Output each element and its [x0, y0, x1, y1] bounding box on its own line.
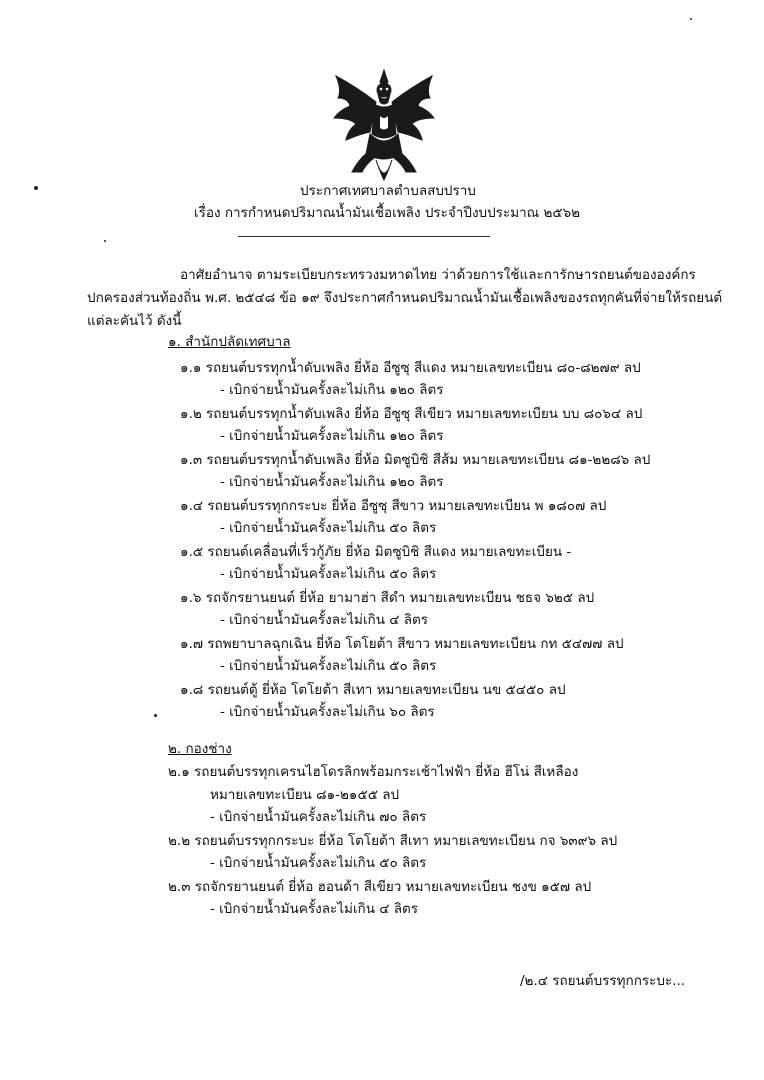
vehicle-registration: หมายเลขทะเบียน ๘๑-๒๑๕๕ ลป	[210, 787, 400, 803]
vehicle-item: ๒.๓ รถจักรยานยนต์ ยี่ห้อ ฮอนด้า สีเขียว หมายเลขทะเบียน ชงข ๑๕๗ ลป	[168, 879, 592, 895]
scan-speck	[690, 18, 692, 20]
fuel-allowance: - เบิกจ่ายน้ำมันครั้งละไม่เกิน ๕๐ ลิตร	[220, 520, 437, 536]
fuel-allowance: - เบิกจ่ายน้ำมันครั้งละไม่เกิน ๑๒๐ ลิตร	[220, 474, 444, 490]
announcement-subject: เรื่อง การกำหนดปริมาณน้ำมันเชื้อเพลิง ประจำปีงบประมาณ ๒๕๖๒	[194, 205, 581, 221]
vehicle-item: ๑.๗ รถพยาบาลฉุกเฉิน ยี่ห้อ โตโยต้า สีขาว หมายเลขทะเบียน กท ๕๔๗๗ ลป	[180, 636, 624, 652]
intro-line-1: อาศัยอำนาจ ตามระเบียบกระทรวงมหาดไทย ว่าด้วยการใช้และการักษารถยนต์ขององค์กร	[180, 267, 696, 283]
fuel-allowance: - เบิกจ่ายน้ำมันครั้งละไม่เกิน ๕๐ ลิตร	[220, 566, 437, 582]
fuel-allowance: - เบิกจ่ายน้ำมันครั้งละไม่เกิน ๖๐ ลิตร	[220, 704, 435, 720]
fuel-allowance: - เบิกจ่ายน้ำมันครั้งละไม่เกิน ๔ ลิตร	[210, 901, 419, 917]
vehicle-item: ๒.๑ รถยนต์บรรทุกเครนไฮโดรลิกพร้อมกระเช้าไฟฟ้า ยี่ห้อ ฮีโน่ สีเหลือง	[168, 764, 579, 780]
vehicle-item: ๑.๒ รถยนต์บรรทุกน้ำดับเพลิง ยี่ห้อ อีซูซุ สีเขียว หมายเลขทะเบียน บบ ๘๐๖๔ ลป	[180, 406, 643, 422]
scan-speck	[154, 714, 157, 717]
fuel-allowance: - เบิกจ่ายน้ำมันครั้งละไม่เกิน ๕๐ ลิตร	[220, 658, 437, 674]
header-divider	[238, 236, 490, 237]
vehicle-item: ๒.๒ รถยนต์บรรทุกกระบะ ยี่ห้อ โตโยต้า สีเทา หมายเลขทะเบียน กจ ๖๓๙๖ ลป	[168, 833, 618, 849]
intro-line-2: ปกครองส่วนท้องถิ่น พ.ศ. ๒๕๔๘ ข้อ ๑๙ จึงประกาศกำหนดปริมาณน้ำมันเชื้อเพลิงของรถทุกคันที่จ่ายให้รถยนต์	[87, 290, 723, 306]
section-heading: ๒. กองช่าง	[168, 741, 232, 757]
vehicle-item: ๑.๘ รถยนต์ตู้ ยี่ห้อ โตโยต้า สีเทา หมายเลขทะเบียน นข ๕๔๕๐ ลป	[180, 682, 566, 698]
fuel-allowance: - เบิกจ่ายน้ำมันครั้งละไม่เกิน ๑๒๐ ลิตร	[220, 428, 444, 444]
fuel-allowance: - เบิกจ่ายน้ำมันครั้งละไม่เกิน ๑๒๐ ลิตร	[220, 382, 444, 398]
announcement-title: ประกาศเทศบาลตำบลสบปราบ	[300, 183, 476, 199]
garuda-emblem-icon	[328, 68, 440, 186]
continuation-note: /๒.๔ รถยนต์บรรทุกกระบะ...	[520, 973, 686, 989]
vehicle-item: ๑.๖ รถจักรยานยนต์ ยี่ห้อ ยามาฮ่า สีดำ หมายเลขทะเบียน ชธจ ๖๒๕ ลป	[180, 590, 595, 606]
vehicle-item: ๑.๕ รถยนต์เคลื่อนที่เร็วกู้ภัย ยี่ห้อ มิตซูบิชิ สีแดง หมายเลขทะเบียน -	[180, 544, 572, 560]
section-heading: ๑. สำนักปลัดเทศบาล	[168, 334, 291, 350]
fuel-allowance: - เบิกจ่ายน้ำมันครั้งละไม่เกิน ๕๐ ลิตร	[210, 855, 427, 871]
vehicle-item: ๑.๔ รถยนต์บรรทุกกระบะ ยี่ห้อ อีซูซุ สีขาว หมายเลขทะเบียน พ ๑๘๐๗ ลป	[180, 498, 607, 514]
scan-speck	[34, 186, 38, 190]
fuel-allowance: - เบิกจ่ายน้ำมันครั้งละไม่เกิน ๔ ลิตร	[220, 612, 429, 628]
scan-speck	[104, 240, 106, 242]
intro-line-3: แต่ละคันไว้ ดังนี้	[87, 313, 182, 329]
fuel-allowance: - เบิกจ่ายน้ำมันครั้งละไม่เกิน ๗๐ ลิตร	[210, 809, 427, 825]
vehicle-item: ๑.๓ รถยนต์บรรทุกน้ำดับเพลิง ยี่ห้อ มิตซูบิชิ สีส้ม หมายเลขทะเบียน ๘๑-๒๒๘๖ ลป	[180, 452, 651, 468]
vehicle-item: ๑.๑ รถยนต์บรรทุกน้ำดับเพลิง ยี่ห้อ อีซูซุ สีแดง หมายเลขทะเบียน ๘๐-๘๒๗๙ ลป	[180, 360, 641, 376]
